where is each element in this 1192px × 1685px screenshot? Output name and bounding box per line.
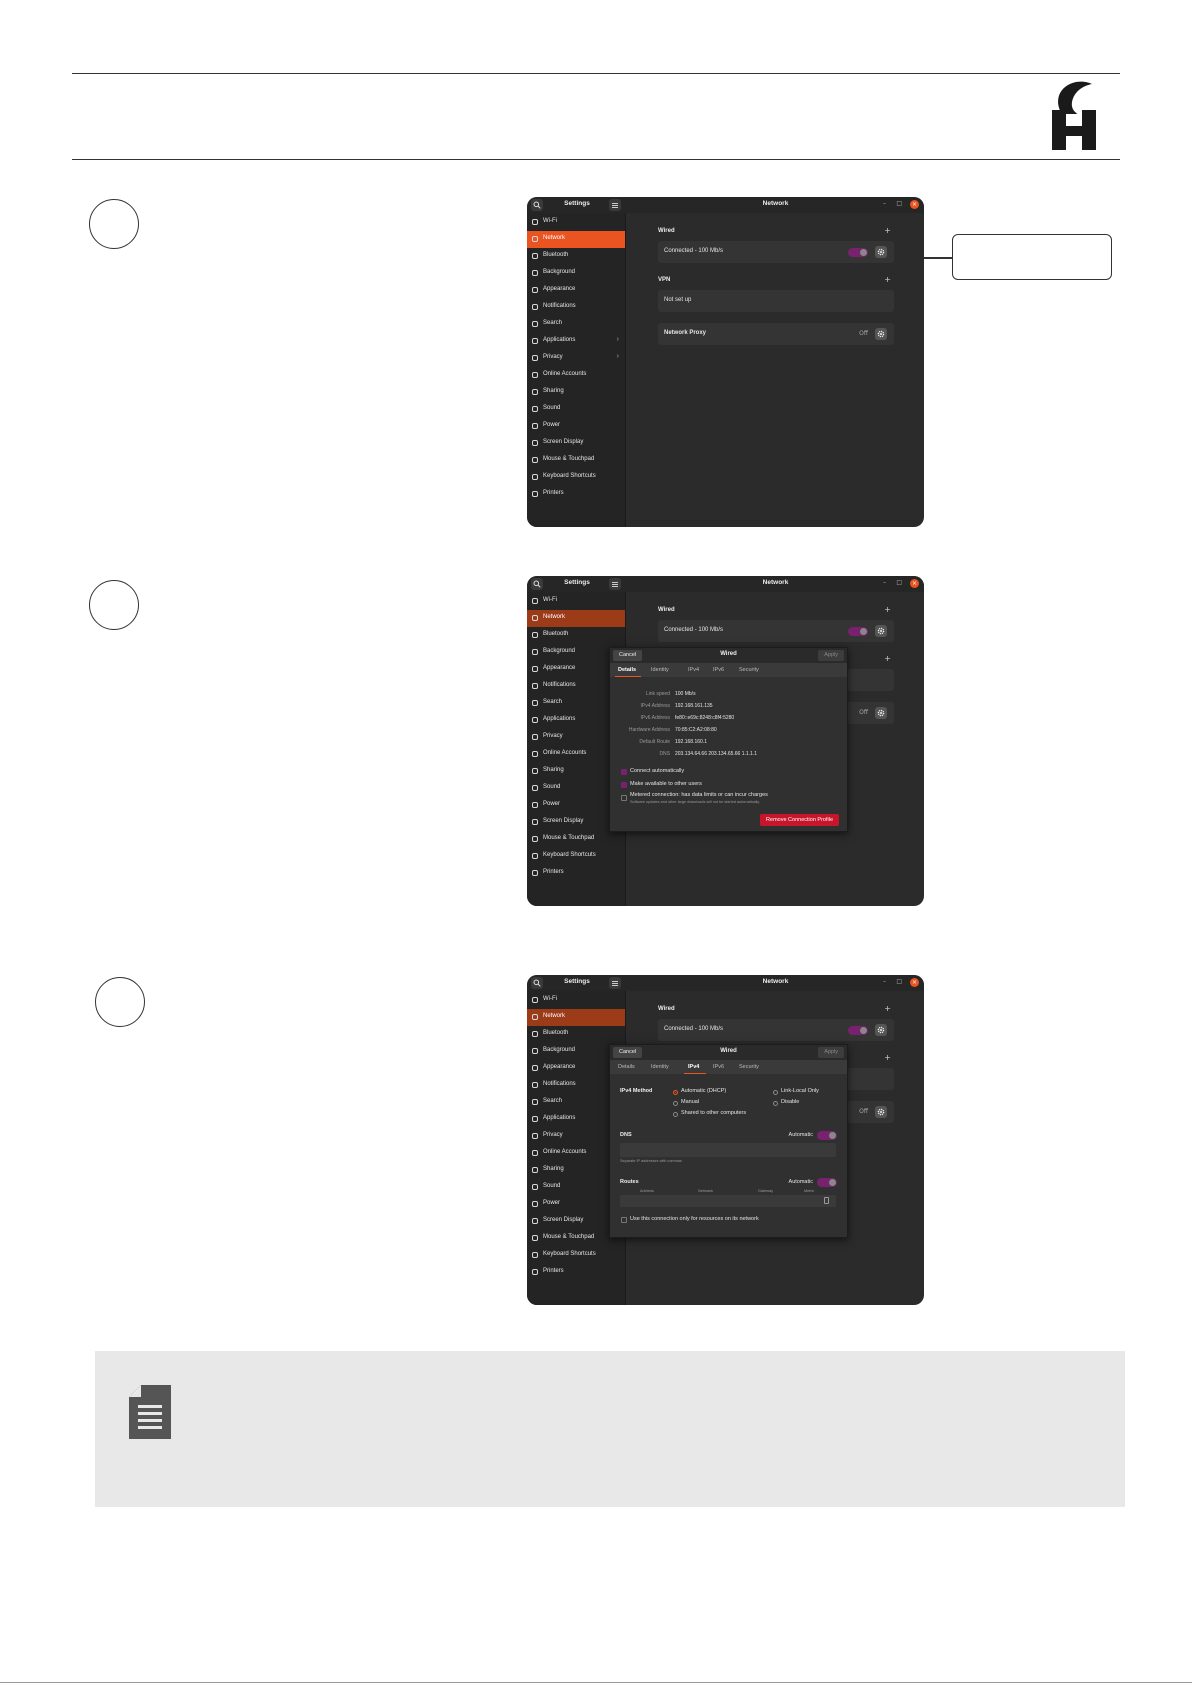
detail-value: 100 Mb/s <box>675 691 696 697</box>
sidebar-item-applications[interactable]: Applications <box>527 712 625 729</box>
step-1-circle <box>89 199 139 249</box>
wired-settings-button[interactable] <box>875 625 887 637</box>
cancel-button[interactable]: Cancel <box>613 650 642 661</box>
screenshot-wired-details <box>527 576 924 906</box>
radio-automatic-dhcp[interactable] <box>673 1090 678 1095</box>
sidebar-item-background[interactable]: Background <box>527 265 625 282</box>
detail-value: 192.168.160.1 <box>675 739 707 745</box>
vpn-section-label: VPN <box>658 277 671 283</box>
apply-button[interactable]: Apply <box>818 650 844 661</box>
tab-ipv6[interactable]: IPv6 <box>713 1064 725 1070</box>
radio-disable[interactable] <box>773 1101 778 1106</box>
radio-link-local-only[interactable] <box>773 1090 778 1095</box>
lock-icon <box>532 355 538 361</box>
appearance-icon <box>532 1065 538 1071</box>
tab-identity[interactable]: Identity <box>651 667 669 673</box>
chevron-right-icon: › <box>616 353 619 360</box>
wired-connection-row <box>658 241 894 263</box>
settings-title: Settings <box>564 579 590 586</box>
background-icon <box>532 649 538 655</box>
network-icon <box>532 1014 538 1020</box>
printer-icon <box>532 1269 538 1275</box>
available-users-checkbox[interactable] <box>621 782 627 788</box>
available-users-label: Make available to other users <box>630 781 702 787</box>
bluetooth-icon <box>532 253 538 259</box>
callout-box <box>952 234 1112 280</box>
sidebar-item-sound[interactable]: Sound <box>527 780 625 797</box>
gear-icon <box>877 1026 885 1034</box>
shared-label: Shared to other computers <box>681 1110 747 1116</box>
wired-toggle[interactable] <box>848 627 868 636</box>
apply-button[interactable]: Apply <box>818 1047 844 1058</box>
background-icon <box>532 1048 538 1054</box>
sidebar-item-privacy[interactable]: Privacy <box>527 1128 625 1145</box>
sidebar-item-screen-display[interactable]: Screen Display <box>527 435 625 452</box>
only-resources-label: Use this connection only for resources on its network <box>630 1216 759 1222</box>
sidebar-item-privacy[interactable]: Privacy › <box>527 350 625 367</box>
close-icon[interactable]: × <box>911 580 918 587</box>
route-row-input[interactable] <box>620 1195 836 1207</box>
close-icon[interactable]: × <box>911 979 918 986</box>
sidebar-item-network[interactable]: Network <box>527 1009 625 1026</box>
music-icon <box>532 406 538 412</box>
metered-sublabel: Software updates and other large downloads will not be started automatically. <box>630 800 760 804</box>
detail-value: 70:85:C2:A2:08:80 <box>675 727 717 733</box>
bell-icon <box>532 683 538 689</box>
sidebar-item-online-accounts[interactable]: Online Accounts <box>527 746 625 763</box>
sidebar-item-network[interactable]: Network <box>527 231 625 248</box>
routes-automatic-label: Automatic <box>788 1179 813 1185</box>
sidebar-item-bluetooth[interactable]: Bluetooth <box>527 627 625 644</box>
dns-hint: Separate IP addresses with commas <box>620 1159 682 1163</box>
header-bottom-rule <box>72 159 1120 160</box>
share-icon <box>532 1167 538 1173</box>
display-icon <box>532 1218 538 1224</box>
vpn-status: Not set up <box>664 297 692 303</box>
automatic-dhcp-label: Automatic (DHCP) <box>681 1088 727 1094</box>
keyboard-icon <box>532 853 538 859</box>
panel-title: Network <box>762 200 789 207</box>
brand-logo <box>1048 80 1102 150</box>
power-icon <box>532 802 538 808</box>
apps-icon <box>532 1116 538 1122</box>
detail-key: DNS <box>659 751 670 757</box>
dns-automatic-label: Automatic <box>788 1132 813 1138</box>
sidebar-item-appearance[interactable]: Appearance <box>527 282 625 299</box>
sidebar-item-keyboard-shortcuts[interactable]: Keyboard Shortcuts <box>527 469 625 486</box>
dialog-header <box>610 1045 847 1060</box>
sidebar-item-bluetooth[interactable]: Bluetooth <box>527 1026 625 1043</box>
search-icon <box>532 700 538 706</box>
dialog-title: Wired <box>720 1048 737 1054</box>
tab-security[interactable]: Security <box>739 667 759 673</box>
background-icon <box>532 270 538 276</box>
sidebar-item-power[interactable]: Power <box>527 797 625 814</box>
network-icon <box>532 236 538 242</box>
lock-icon <box>532 734 538 740</box>
manual-label: Manual <box>681 1099 700 1105</box>
display-icon <box>532 819 538 825</box>
sidebar-item-printers[interactable]: Printers <box>527 1264 625 1281</box>
tab-ipv6[interactable]: IPv6 <box>713 667 725 673</box>
route-col-address: Address <box>640 1189 654 1193</box>
apps-icon <box>532 338 538 344</box>
add-vpn-icon[interactable]: + <box>884 1053 891 1062</box>
dns-input[interactable] <box>620 1143 836 1157</box>
tab-underline <box>684 1073 706 1075</box>
delete-route-icon[interactable] <box>824 1197 829 1204</box>
header-bar <box>527 197 924 213</box>
keyboard-icon <box>532 474 538 480</box>
cloud-icon <box>532 1150 538 1156</box>
header-top-rule <box>72 73 1120 74</box>
sidebar-item-privacy[interactable]: Privacy <box>527 729 625 746</box>
gear-icon <box>877 627 885 635</box>
dialog-title: Wired <box>720 651 737 657</box>
mouse-icon <box>532 1235 538 1241</box>
sidebar-item-sharing[interactable]: Sharing <box>527 1162 625 1179</box>
wired-connection-row <box>658 1019 894 1041</box>
wired-dialog <box>609 647 848 832</box>
detail-value: 192.168.161.135 <box>675 703 713 709</box>
sidebar-item-search[interactable]: Search <box>527 316 625 333</box>
music-icon <box>532 785 538 791</box>
add-wired-icon[interactable]: + <box>884 605 891 614</box>
add-wired-icon[interactable]: + <box>884 1004 891 1013</box>
detail-key: IPv4 Address <box>640 703 670 709</box>
sidebar-item-wifi[interactable]: Wi-Fi <box>527 214 625 231</box>
screenshot-network-settings <box>527 197 924 527</box>
keyboard-icon <box>532 1252 538 1258</box>
header-bar <box>527 975 924 991</box>
route-col-gateway: Gateway <box>758 1189 773 1193</box>
wired-settings-button[interactable] <box>875 246 887 258</box>
maximize-icon[interactable]: □ <box>896 978 902 985</box>
wired-status: Connected - 100 Mb/s <box>664 627 724 633</box>
sidebar-item-appearance[interactable]: Appearance <box>527 661 625 678</box>
header-bar <box>527 576 924 592</box>
power-icon <box>532 1201 538 1207</box>
sidebar-item-sound[interactable]: Sound <box>527 1179 625 1196</box>
printer-icon <box>532 491 538 497</box>
only-resources-checkbox[interactable] <box>621 1217 627 1223</box>
share-icon <box>532 389 538 395</box>
vpn-row <box>658 290 894 312</box>
gear-icon <box>877 709 885 717</box>
tab-details[interactable]: Details <box>618 1064 635 1070</box>
music-icon <box>532 1184 538 1190</box>
sidebar-item-applications[interactable]: Applications <box>527 1111 625 1128</box>
maximize-icon[interactable]: □ <box>896 579 902 586</box>
wired-settings-button[interactable] <box>875 1024 887 1036</box>
metered-label: Metered connection: has data limits or can incur charges <box>630 792 768 798</box>
detail-key: Link speed <box>645 691 670 697</box>
radio-manual[interactable] <box>673 1101 678 1106</box>
sidebar-item-sharing[interactable]: Sharing <box>527 763 625 780</box>
sidebar-item-power[interactable]: Power <box>527 418 625 435</box>
network-proxy-row[interactable] <box>658 323 894 345</box>
detail-key: Default Route <box>639 739 670 745</box>
add-vpn-icon[interactable]: + <box>884 275 891 284</box>
sidebar-item-notifications[interactable]: Notifications <box>527 1077 625 1094</box>
sidebar-item-notifications[interactable]: Notifications <box>527 299 625 316</box>
sidebar-item-background[interactable]: Background <box>527 644 625 661</box>
detail-key: IPv6 Address <box>640 715 670 721</box>
wired-section-label: Wired <box>658 607 675 613</box>
cancel-button[interactable]: Cancel <box>613 1047 642 1058</box>
search-icon <box>532 1099 538 1105</box>
link-local-only-label: Link-Local Only <box>781 1088 819 1094</box>
wifi-icon <box>532 219 538 225</box>
network-proxy-label: Network Proxy <box>664 330 707 336</box>
ipv4-method-label: IPv4 Method <box>620 1088 653 1094</box>
dns-label: DNS <box>620 1132 632 1138</box>
search-icon <box>532 321 538 327</box>
menu-button[interactable] <box>609 977 621 989</box>
dialog-header <box>610 648 847 663</box>
sidebar-item-wifi[interactable]: Wi-Fi <box>527 593 625 610</box>
bell-icon <box>532 304 538 310</box>
sidebar-item-online-accounts[interactable]: Online Accounts <box>527 367 625 384</box>
chevron-right-icon: › <box>616 336 619 343</box>
sidebar-item-power[interactable]: Power <box>527 1196 625 1213</box>
wired-section-label: Wired <box>658 1006 675 1012</box>
bluetooth-icon <box>532 632 538 638</box>
sidebar-item-wifi[interactable]: Wi-Fi <box>527 992 625 1009</box>
disable-label: Disable <box>781 1099 800 1105</box>
network-proxy-value: Off <box>859 330 868 337</box>
sidebar-item-mouse-touchpad[interactable]: Mouse & Touchpad <box>527 452 625 469</box>
minimize-icon[interactable]: – <box>883 978 886 985</box>
proxy-settings-button[interactable] <box>875 707 887 719</box>
sidebar-item-printers[interactable]: Printers <box>527 486 625 503</box>
share-icon <box>532 768 538 774</box>
gear-icon <box>877 1108 885 1116</box>
tab-ipv4[interactable]: IPv4 <box>688 1064 700 1070</box>
wifi-icon <box>532 997 538 1003</box>
add-vpn-icon[interactable]: + <box>884 654 891 663</box>
settings-title: Settings <box>564 200 590 207</box>
appearance-icon <box>532 666 538 672</box>
panel-title: Network <box>762 978 789 985</box>
page-bottom-rule <box>0 1682 1192 1683</box>
proxy-settings-button[interactable] <box>875 1106 887 1118</box>
sidebar-item-appearance[interactable]: Appearance <box>527 1060 625 1077</box>
sidebar-item-keyboard-shortcuts[interactable]: Keyboard Shortcuts <box>527 1247 625 1264</box>
sidebar-item-screen-display[interactable]: Screen Display <box>527 1213 625 1230</box>
dialog-tabs <box>610 663 847 677</box>
step-3-circle <box>95 977 145 1027</box>
radio-shared[interactable] <box>673 1112 678 1117</box>
step-2-circle <box>89 580 139 630</box>
metered-checkbox[interactable] <box>621 795 627 801</box>
display-icon <box>532 440 538 446</box>
screenshot-wired-ipv4 <box>527 975 924 1305</box>
apps-icon <box>532 717 538 723</box>
network-proxy-value: Off <box>859 1108 868 1115</box>
sidebar-item-notifications[interactable]: Notifications <box>527 678 625 695</box>
printer-icon <box>532 870 538 876</box>
add-wired-icon[interactable]: + <box>884 226 891 235</box>
detail-value: fe80::e69c:8248:c8f4:5280 <box>675 715 735 721</box>
network-icon <box>532 615 538 621</box>
sidebar-item-sharing[interactable]: Sharing <box>527 384 625 401</box>
sidebar <box>527 213 626 527</box>
wired-status: Connected - 100 Mb/s <box>664 248 724 254</box>
wired-status: Connected - 100 Mb/s <box>664 1026 724 1032</box>
detail-value: 203.134.64.66 203.134.65.66 1.1.1.1 <box>675 751 758 757</box>
sidebar-item-mouse-touchpad[interactable]: Mouse & Touchpad <box>527 1230 625 1247</box>
sidebar-item-online-accounts[interactable]: Online Accounts <box>527 1145 625 1162</box>
document-icon <box>129 1385 171 1439</box>
wired-toggle[interactable] <box>848 1026 868 1035</box>
sidebar-item-search[interactable]: Search <box>527 1094 625 1111</box>
mouse-icon <box>532 457 538 463</box>
sidebar-item-printers[interactable]: Printers <box>527 865 625 882</box>
panel-title: Network <box>762 579 789 586</box>
wifi-icon <box>532 598 538 604</box>
gear-icon <box>877 248 885 256</box>
menu-button[interactable] <box>609 199 621 211</box>
routes-label: Routes <box>620 1179 639 1185</box>
sidebar-item-screen-display[interactable]: Screen Display <box>527 814 625 831</box>
wired-connection-row <box>658 620 894 642</box>
routes-automatic-toggle[interactable] <box>817 1178 837 1187</box>
wired-dialog <box>609 1044 848 1238</box>
sidebar-item-keyboard-shortcuts[interactable]: Keyboard Shortcuts <box>527 848 625 865</box>
cloud-icon <box>532 372 538 378</box>
minimize-icon[interactable]: – <box>883 200 886 207</box>
sidebar-item-applications[interactable]: Applications › <box>527 333 625 350</box>
dns-automatic-toggle[interactable] <box>817 1131 837 1140</box>
tab-ipv4[interactable]: IPv4 <box>688 667 700 673</box>
sidebar-item-mouse-touchpad[interactable]: Mouse & Touchpad <box>527 831 625 848</box>
proxy-settings-button[interactable] <box>875 328 887 340</box>
tab-underline <box>615 676 641 678</box>
tab-details[interactable]: Details <box>618 667 637 673</box>
wired-toggle[interactable] <box>848 248 868 257</box>
network-proxy-value: Off <box>859 709 868 716</box>
dialog-tabs <box>610 1060 847 1074</box>
sidebar-item-network[interactable]: Network <box>527 610 625 627</box>
settings-title: Settings <box>564 978 590 985</box>
mouse-icon <box>532 836 538 842</box>
connect-auto-label: Connect automatically <box>630 768 685 774</box>
cloud-icon <box>532 751 538 757</box>
detail-key: Hardware Address <box>628 727 670 733</box>
lock-icon <box>532 1133 538 1139</box>
tab-security[interactable]: Security <box>739 1064 759 1070</box>
maximize-icon[interactable]: □ <box>896 200 902 207</box>
sidebar-item-search[interactable]: Search <box>527 695 625 712</box>
sidebar-item-bluetooth[interactable]: Bluetooth <box>527 248 625 265</box>
power-icon <box>532 423 538 429</box>
network-panel <box>626 213 924 527</box>
wired-section-label: Wired <box>658 228 675 234</box>
bell-icon <box>532 1082 538 1088</box>
route-col-netmask: Netmask <box>698 1189 713 1193</box>
sidebar-item-sound[interactable]: Sound <box>527 401 625 418</box>
connect-auto-checkbox[interactable] <box>621 769 627 775</box>
route-col-metric: Metric <box>804 1189 815 1193</box>
menu-button[interactable] <box>609 578 621 590</box>
note-box <box>95 1351 1125 1507</box>
close-icon[interactable]: × <box>911 201 918 208</box>
minimize-icon[interactable]: – <box>883 579 886 586</box>
remove-connection-profile-button[interactable]: Remove Connection Profile <box>760 814 839 826</box>
bluetooth-icon <box>532 1031 538 1037</box>
tab-identity[interactable]: Identity <box>651 1064 669 1070</box>
appearance-icon <box>532 287 538 293</box>
gear-icon <box>877 330 885 338</box>
sidebar-item-background[interactable]: Background <box>527 1043 625 1060</box>
